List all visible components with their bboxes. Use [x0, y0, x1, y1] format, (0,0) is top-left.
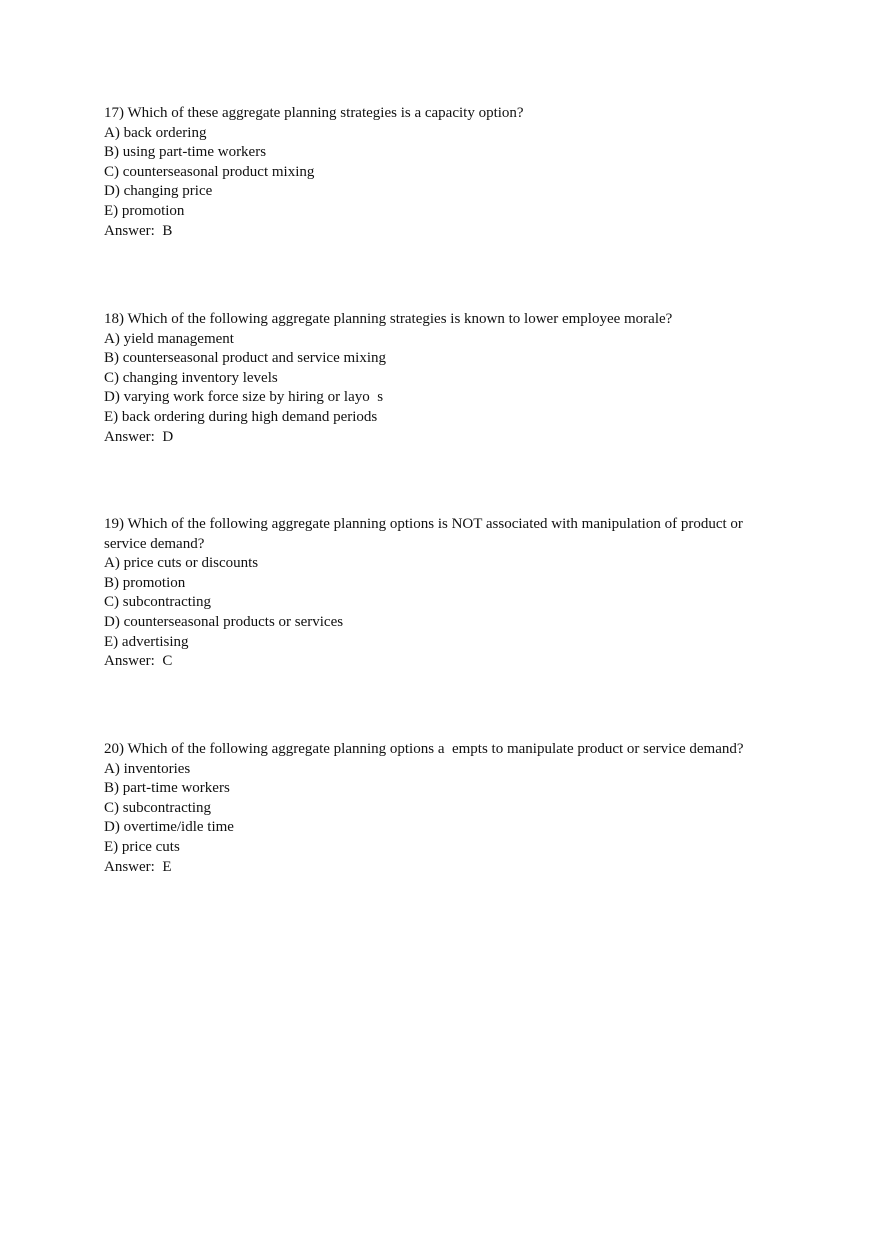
option-b: B) part-time workers [104, 780, 230, 797]
question-17 [104, 104, 784, 241]
option-a: A) back ordering [104, 124, 207, 141]
option-c: C) subcontracting [104, 594, 212, 611]
option-d: D) counterseasonal products or services [104, 613, 344, 630]
option-d: D) varying work force size by hiring or layo s [104, 389, 384, 406]
option-b: B) counterseasonal product and service mixing [104, 350, 386, 367]
option-c: C) counterseasonal product mixing [104, 163, 315, 180]
option-d: D) overtime/idle time [104, 819, 234, 836]
question-stem: 17) Which of these aggregate planning strategies is a capacity option? [104, 105, 524, 121]
option-e: E) back ordering during high demand periods [104, 408, 378, 425]
option-c: C) subcontracting [104, 799, 212, 816]
question-19 [104, 515, 784, 672]
option-a: A) yield management [104, 330, 234, 347]
question-stem: 20) Which of the following aggregate planning options a empts to manipulate product or service demand? [104, 741, 744, 757]
answer: Answer: E [104, 858, 172, 875]
option-a: A) price cuts or discounts [104, 555, 259, 572]
question-stem: 18) Which of the following aggregate planning strategies is known to lower employee morale? [104, 311, 673, 327]
answer: Answer: C [104, 653, 173, 670]
option-e: E) price cuts [104, 838, 180, 855]
option-d: D) changing price [104, 183, 213, 200]
option-c: C) changing inventory levels [104, 369, 278, 386]
option-b: B) using part-time workers [104, 144, 267, 161]
answer: Answer: D [104, 428, 174, 445]
option-a: A) inventories [104, 760, 191, 777]
option-b: B) promotion [104, 574, 186, 591]
answer: Answer: B [104, 222, 173, 239]
question-stem: 19) Which of the following aggregate planning options is NOT associated with manipulation of product or service demand? [104, 516, 747, 552]
question-18 [104, 310, 784, 447]
option-e: E) advertising [104, 633, 189, 650]
question-20 [104, 740, 784, 877]
option-e: E) promotion [104, 202, 185, 219]
